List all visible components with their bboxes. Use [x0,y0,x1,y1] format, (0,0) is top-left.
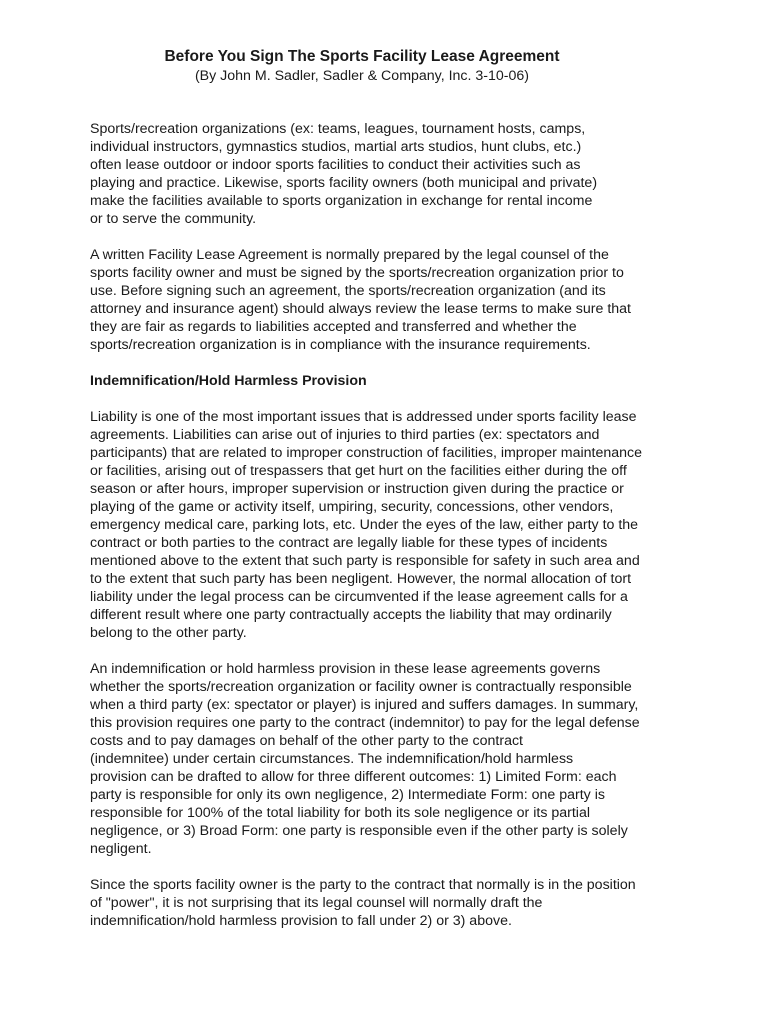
text-line: Sports/recreation organizations (ex: teams, leagues, tournament hosts, camps, [90,121,586,137]
document-title: Before You Sign The Sports Facility Lease Agreement [164,48,560,65]
text-line: contract or both parties to the contract are legally liable for these types of incidents [90,535,608,551]
text-line: emergency medical care, parking lots, etc. Under the eyes of the law, either party to the [90,517,639,533]
text-line: this provision requires one party to the contract (indemnitor) to pay for the legal defense [90,715,640,731]
text-line: agreements. Liabilities can arise out of injuries to third parties (ex: spectators and [90,427,600,443]
text-line: when a third party (ex: spectator or player) is injured and suffers damages. In summary, [90,697,639,713]
text-line: indemnification/hold harmless provision to fall under 2) or 3) above. [90,913,512,929]
section-heading: Indemnification/Hold Harmless Provision [90,373,367,389]
document-body [90,120,690,948]
text-line: individual instructors, gymnastics studios, martial arts studios, hunt clubs, etc.) [90,139,582,155]
text-line: of "power", it is not surprising that its legal counsel will normally draft the [90,895,543,911]
text-line: season or after hours, improper supervision or instruction given during the practice or [90,481,624,497]
body-paragraph [90,246,690,354]
text-line: belong to the other party. [90,625,247,641]
text-line: (indemnitee) under certain circumstances. The indemnification/hold harmless [90,751,574,767]
text-line: sports/recreation organization is in compliance with the insurance requirements. [90,337,591,353]
text-line: whether the sports/recreation organization or facility owner is contractually responsible [90,679,632,695]
text-line: or to serve the community. [90,211,257,227]
text-line: playing and practice. Likewise, sports facility owners (both municipal and private) [90,175,598,191]
document-byline: (By John M. Sadler, Sadler & Company, Inc. 3-10-06) [194,68,530,84]
text-line: often lease outdoor or indoor sports facilities to conduct their activities such as [90,157,581,173]
intro-section [90,120,690,354]
text-line: or facilities, arising out of trespassers that get hurt on the facilities either during the off [90,463,627,479]
body-paragraph [90,120,690,228]
text-line: attorney and insurance agent) should always review the lease terms to make sure that [90,301,631,317]
text-line: costs and to pay damages on behalf of the other party to the contract [90,733,523,749]
text-line: mentioned above to the extent that such party is responsible for safety in such area and [90,553,640,569]
text-line: An indemnification or hold harmless provision in these lease agreements governs [90,661,601,677]
body-paragraph [90,660,690,858]
text-line: negligence, or 3) Broad Form: one party is responsible even if the other party is solely [90,823,628,839]
text-line: Since the sports facility owner is the party to the contract that normally is in the position [90,877,636,893]
text-line: party is responsible for only its own negligence, 2) Intermediate Form: one party is [90,787,605,803]
text-line: playing of the game or activity itself, umpiring, security, concessions, other vendors, [90,499,614,515]
indemnification-section [90,408,690,930]
body-paragraph [90,876,690,930]
body-paragraph [90,408,690,642]
text-line: to the extent that such party has been negligent. However, the normal allocation of tort [90,571,632,587]
text-line: make the facilities available to sports organization in exchange for rental income [90,193,593,209]
text-line: sports facility owner and must be signed by the sports/recreation organization prior to [90,265,624,281]
text-line: liability under the legal process can be circumvented if the lease agreement calls for a [90,589,628,605]
text-line: different result where one party contractually accepts the liability that may ordinarily [90,607,612,623]
text-line: they are fair as regards to liabilities accepted and transferred and whether the [90,319,577,335]
text-line: negligent. [90,841,152,857]
text-line: responsible for 100% of the total liability for both its sole negligence or its partial [90,805,590,821]
text-line: participants) that are related to improper construction of facilities, improper maintenance [90,445,643,461]
text-line: A written Facility Lease Agreement is normally prepared by the legal counsel of the [90,247,609,263]
text-line: provision can be drafted to allow for three different outcomes: 1) Limited Form: each [90,769,617,785]
text-line: use. Before signing such an agreement, the sports/recreation organization (and its [90,283,606,299]
text-line: Liability is one of the most important issues that is addressed under sports facility lease [90,409,637,425]
